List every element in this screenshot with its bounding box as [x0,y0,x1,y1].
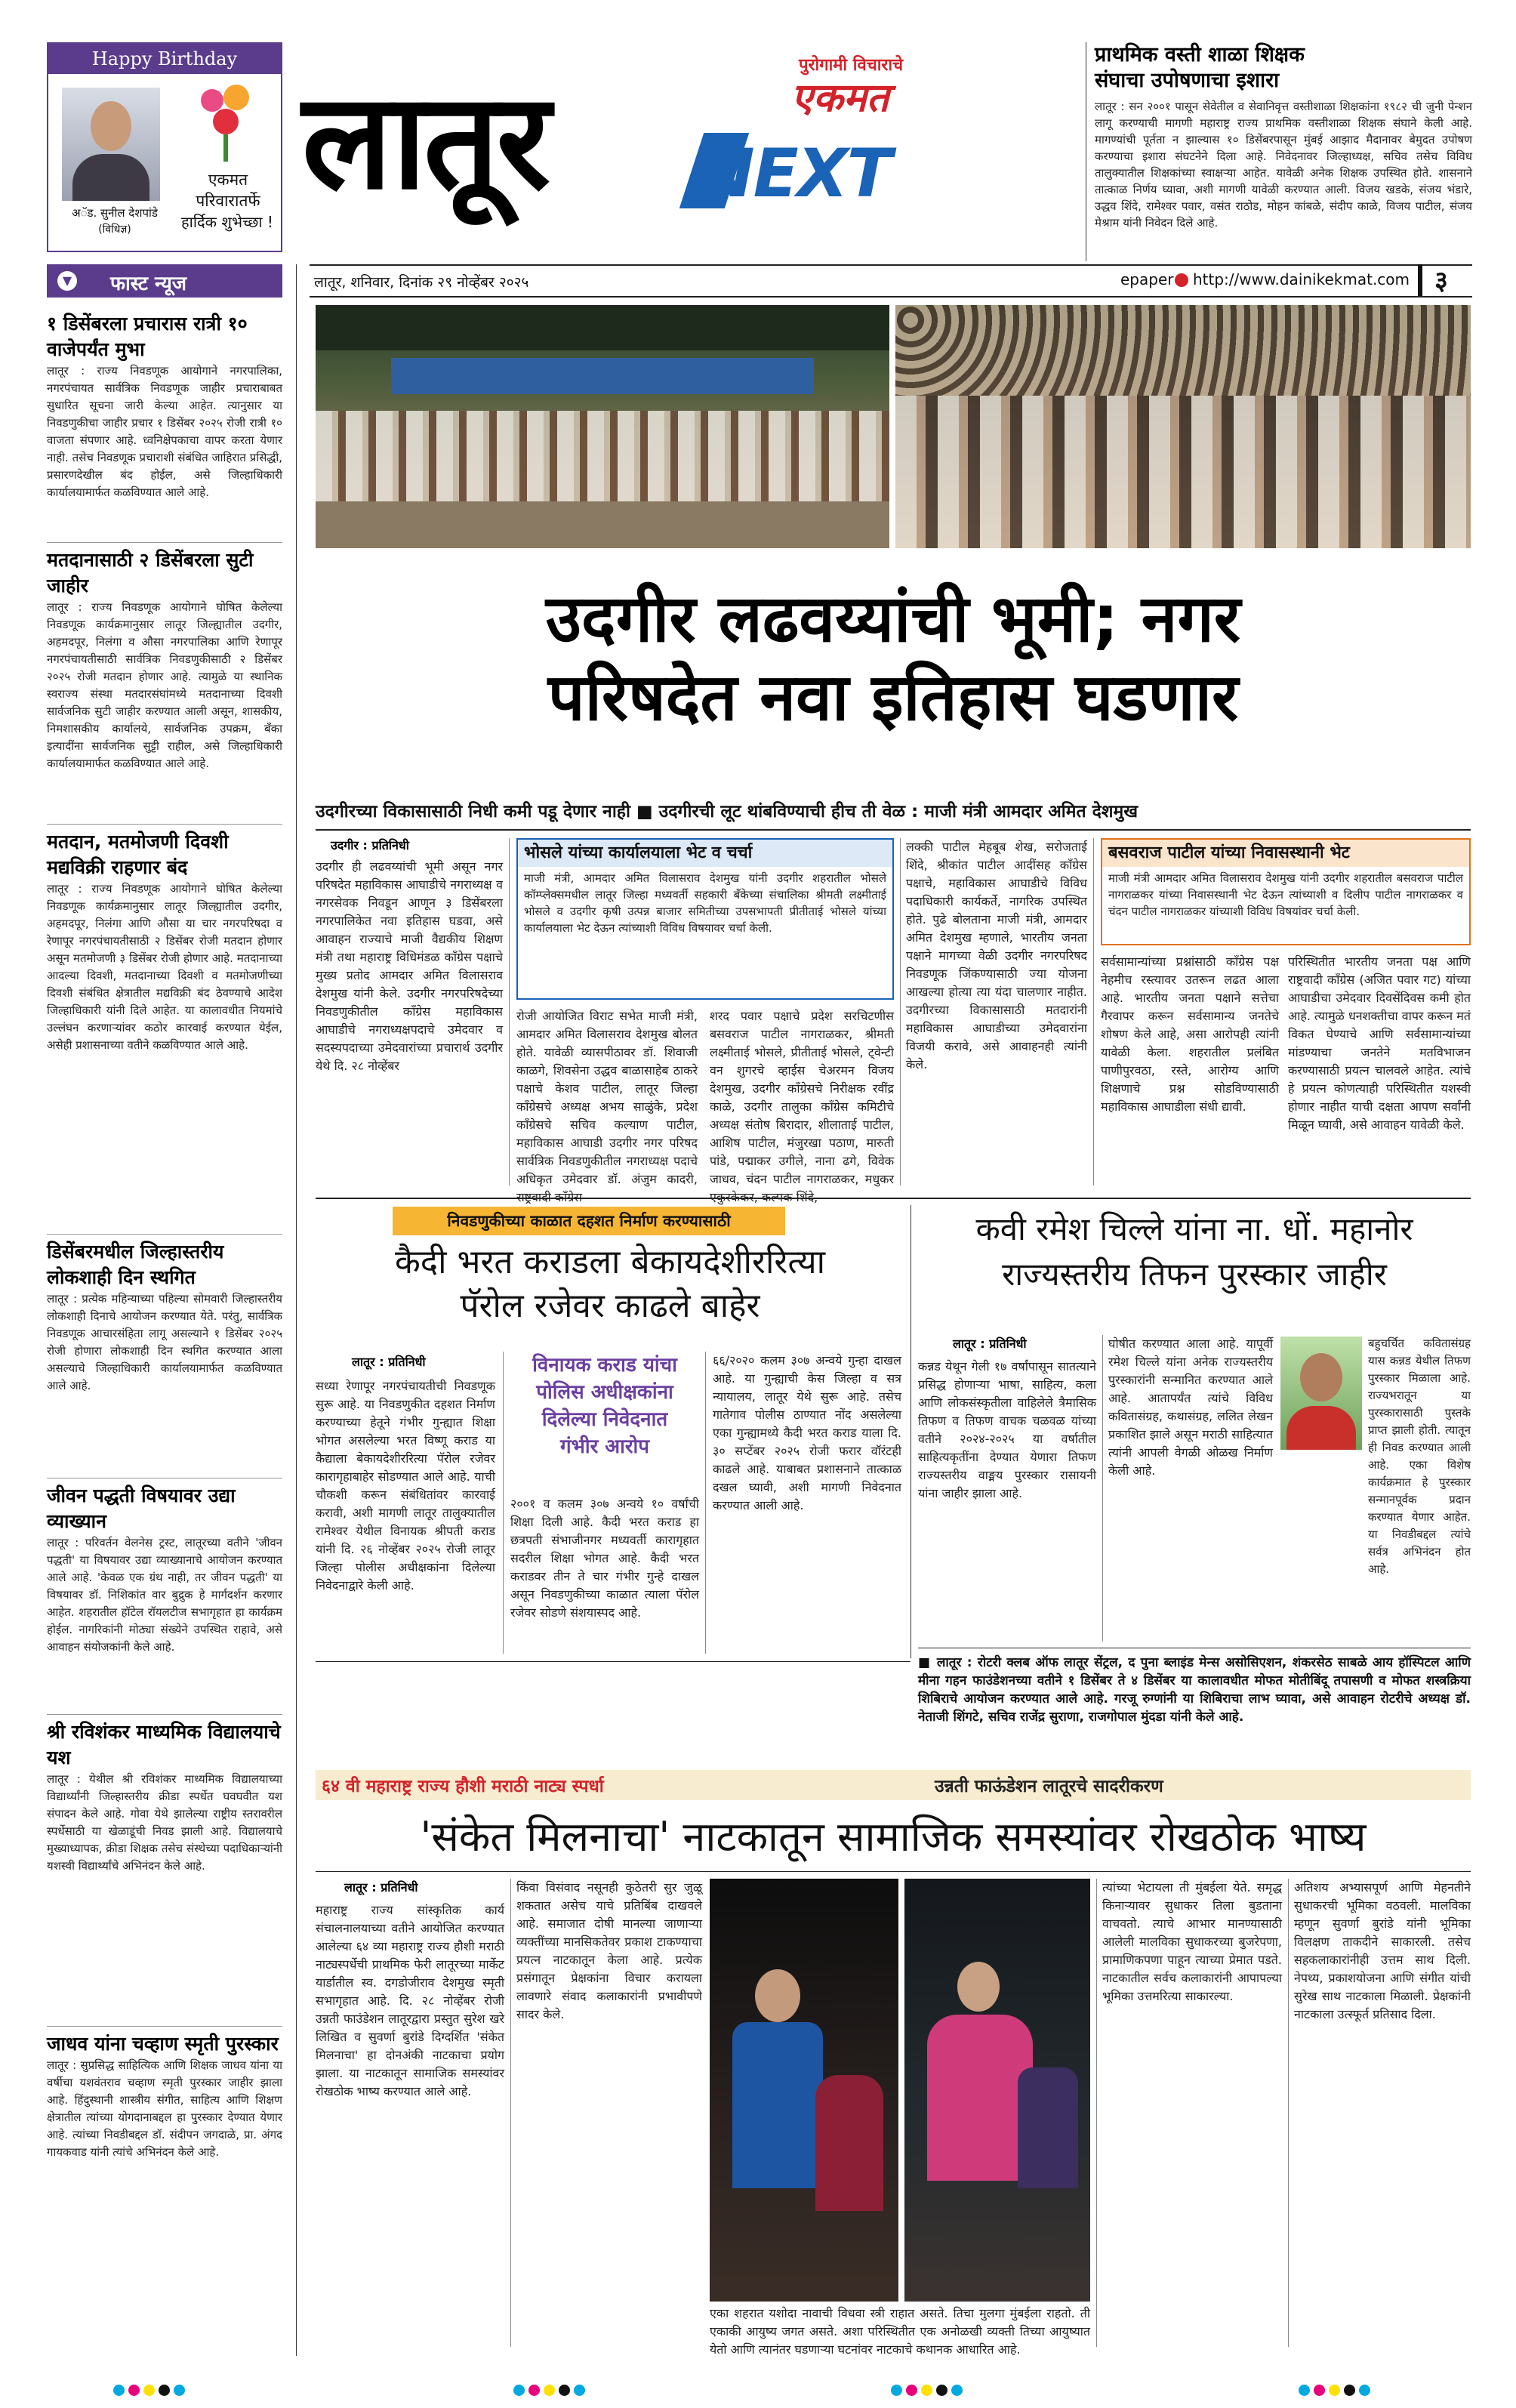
karad-col-1: सध्या रेणापूर नगरपंचायतीची निवडणूक सुरू आहे. या निवडणुकीत दहशत निर्माण करण्याच्या हेतूने गंभीर गुन्ह्यात शिक्षा भोगत असलेल्या भरत विष्णू कराड या कैद्याला बेकायदेशीररित्या पॅरोल रजेवर कारागृहाबाहेर सोडण्यात आले आहे. याची चौकशी करून संबंधितांवर कारवाई करावी, अशी मागणी लातूर तालुक्यातील रामेश्वर येथील विनायक श्रीपती कराड यांनी दि. २६ नोव्हेंबर २०२५ रोजी लातूर जिल्हा पोलीस अधीक्षकांना दिलेल्या निवेदनाद्वारे केली आहे. [316,1379,495,1592]
box-bhosale [516,838,894,1000]
fast-news-title-7: जाधव यांना चव्हाण स्मृती पुरस्कार [47,2033,279,2055]
fast-news-title-4: डिसेंबरमधील जिल्हास्तरीय लोकशाही दिन स्थगित [47,1241,224,1288]
masthead-tagline-brand: एकमत [791,76,889,121]
birthday-banner: Happy Birthday [48,44,281,74]
lead-photo-crowd [895,305,1471,548]
fast-news-body-6: लातूर : येथील श्री रविशंकर माध्यमिक विद्यालयाच्या विद्यार्थ्यांनी जिल्हास्तरीय क्रीडा स्पर्धेत घवघवीत यश संपादन केले आहे. गोवा येथे झालेल्या राष्ट्रीय स्तरावरील स्पर्धेसाठी या खेळाडूंची निवड झाली आहे. विद्यालयाचे मुख्याध्यापक, क्रीडा शिक्षक तसेच संस्थेच्या पदाधिकाऱ्यांनी यशस्वी विद्यार्थ्यांचे अभिनंदन केले आहे. [47,1772,282,1873]
birthday-wish-1: एकमत [208,171,248,189]
globe-icon [1175,273,1188,287]
natya-col-4: त्यांच्या भेटायला ती मुंबईला येते. समृद्ध किनाऱ्यावर सुधाकर तिला बुडताना वाचवतो. त्याचे आभार मानण्यासाठी आलेली मालविका सुधाकरच्या बुजरेपणा, प्रामाणिकपणा पाहून त्याच्या प्रेमात पडते. नाटकातील सर्वच कलाकारांनी आपापल्या भूमिका उत्तमरित्या साकारल्या. [1102,1880,1282,2003]
ramesh-chille-photo [1280,1337,1362,1450]
lead-col-5: सर्वसामान्यांच्या प्रश्नांसाठी काँग्रेस पक्ष नेहमीच रस्त्यावर उतरून लढत आला आहे. भारतीय जनता पक्षाने सत्तेचा गैरवापर करून सर्वसामान्य जनतेचे शोषण केले आहे, असा आरोपही त्यांनी यावेळी केला. शहरातील प्रलंबित पाणीपुरवठा, रस्ते, आरोग्य आणि शिक्षणाचे प्रश्न सोडविण्यासाठी महाविकास आघाडीला संधी द्यावी. [1101,954,1279,1114]
karad-box-title-4: गंभीर आरोप [559,1435,650,1458]
birthday-person-name: अॅड. सुनील देशपांडे [72,206,158,220]
karad-box-title-3: दिलेल्या निवेदनात [541,1408,668,1431]
karad-credit: लातूर : प्रतिनिधी [352,1355,426,1369]
lead-bottom-rule [316,1198,1471,1199]
list-item [47,829,282,1229]
natya-banner-sub: उन्नती फाऊंडेशन लातूरचे सादरीकरण [935,1777,1163,1796]
fast-news-divider [47,542,282,543]
birthday-person-sub: (विधिज्ञ) [98,224,131,236]
natya-headline: 'संकेत मिलनाचा' नाटकातून सामाजिक समस्यांवर रोखठोक भाष्य [420,1813,1367,1861]
list-item [47,547,282,819]
fast-news-body-7: लातूर : सुप्रसिद्ध साहित्यिक आणि शिक्षक जाधव यांना या वर्षीचा यशवंतराव चव्हाण स्मृती पुरस्कार जाहीर झाला आहे. हिंदुस्थानी शास्त्रीय संगीत, साहित्य आणि शिक्षण क्षेत्रातील त्यांच्या योगदानाबद्दल हा पुरस्कार देण्यात येणार आहे. त्यांच्या निवडीबद्दल डॉ. संदीपन जगदाळे, प्रा. अंगद गायकवाड यांनी त्यांचे अभिनंदन केले आहे. [47,2058,282,2159]
lead-credit: उदगीर : प्रतिनिधी [331,838,409,853]
column-divider [503,1352,504,1654]
natya-banner [316,1770,1471,1800]
karad-headline-2: पॅरोल रजेवर काढले बाहेर [460,1287,760,1325]
natya-credit: लातूर : प्रतिनिधी [344,1880,418,1895]
karad-headline-1: कैदी भरत कराडला बेकायदेशीररित्या [394,1243,826,1281]
lead-subhead-rule [316,829,1471,831]
column-divider [705,1352,706,1654]
karad-bottom-rule [316,1661,911,1662]
dateline-text: लातूर, शनिवार, दिनांक २९ नोव्हेंबर २०२५ [314,274,529,291]
top-right-body: लातूर : सन २००१ पासून सेवेतील व सेवानिवृत्त वस्तीशाळा शिक्षकांना १९८२ ची जुनी पेन्शन लागू करण्याची मागणी महाराष्ट्र राज्य प्राथमिक वस्तीशाळा शिक्षक संघाने केली आहे. मागण्यांची पूर्तता न झाल्यास १० डिसेंबरपासून मुंबई आझाद मैदानावर बेमुदत उपोषण करण्याचा इशारा संघटनेने दिला आहे. निवेदनावर जिल्हाध्यक्ष, सचिव तसेच विविध तालुक्यातील शिक्षकांच्या स्वाक्षऱ्या आहेत. यावेळी अनेक शिक्षक उपस्थित होते. शासनाने तात्काळ निर्णय घ्यावा, अशी मागणी यावेळी करण्यात आली. विजय खडके, संजय भंडारे, उद्धव शिंदे, रामेश्वर पवार, वसंत राठोड, मोहन कांबळे, संदीप काळे, विजय पाटील, संजय मेश्राम यांनी निवेदन दिले आहे. [1095,100,1472,230]
fast-news-title-1: १ डिसेंबरला प्रचारास रात्री १० वाजेपर्यंत मुभा [47,313,248,360]
lead-col-6: परिस्थितीत भारतीय जनता पक्ष आणि राष्ट्रवादी काँग्रेस (अजित पवार गट) यांच्या आघाडीचा उमेदवार दिवसेंदिवस कमी होत आहे. त्यामुळे धनशक्तीचा वापर करून मतं विकत घेण्याचे आणि सर्वसामान्यांच्या मांडण्याचा जनतेने मतविभाजन करण्यासाठी प्रयत्न चालवले आहेत. त्यांचे हे प्रयत्न कोणत्याही परिस्थितीत यशस्वी होणार नाहीत याची दक्षता आपण सर्वांनी मिळून घ्यावी, असे आवाहन यावेळी केले. [1288,954,1471,1132]
birthday-box [47,42,282,252]
masthead-tagline-top: पुरोगामी विचाराचे [799,56,904,75]
column-divider [1102,1335,1103,1642]
birthday-wish-2: परिवारातर्फे [196,192,260,210]
fast-news-body-1: लातूर : राज्य निवडणूक आयोगाने नगरपालिका, नगरपंचायत सार्वत्रिक निवडणूक जाहीर प्रचाराबाबत सुधारित सूचना जारी केल्या आहेत. त्यानुसार या निवडणुकीचा जाहीर प्रचार १ डिसेंबर २०२५ रोजी रात्री १० वाजता संपणार आहे. ध्वनिक्षेपकाचा वापर करता येणार नाही. तसेच निवडणूक प्रचाराशी संबंधित जाहिरात प्रसिद्धी, प्रसारणदेखील बंद होईल, असे जिल्हाधिकारी कार्यालयामार्फत कळविण्यात आले आहे. [47,364,282,499]
masthead-title-next [692,133,897,217]
fast-news-divider [47,1234,282,1235]
karad-box-title-2: पोलिस अधीक्षकांना [536,1381,673,1404]
epaper-label: epaper [1120,270,1174,288]
list-item [47,2031,282,2348]
karad-col-3: ६६/२०२० कलम ३०७ अन्वये गुन्हा दाखल आहे. या गुन्ह्याची केस जिल्हा व सत्र न्यायालय, लातूर येथे सुरू आहे. तसेच गातेगाव पोलीस ठाण्यात नोंद असलेल्या एका गुन्ह्यामध्ये कैदी भरत कराड याला दि. ३० सप्टेंबर २०२५ रोजी फरार वॉरंटही काढले आहे. याबाबत प्रशासनाने तात्काळ दखल घ्यावी, अशी मागणी निवेदनात करण्यात आली आहे. [713,1353,901,1512]
rotary-story: ■ लातूर : रोटरी क्लब ऑफ लातूर सेंट्रल, द पुना ब्लाइंड मेन्स असोसिएशन, शंकरसेठ साबळे आय हॉस्पिटल आणि मीना गहन फाउंडेशनच्या वतीने १ डिसेंबर ते ४ डिसेंबर या कालावधीत मोफत मोतीबिंदू तपासणी व मोफत शस्त्रक्रिया शिबिराचे आयोजन करण्यात आले आहे. गरजू रुग्णांनी या शिबिराचा लाभ घ्यावा, असे आवाहन रोटरीचे अध्यक्ष डॉ. नेताजी शिंगटे, सचिव राजेंद्र सुराणा, राजगोपाल मुंदडा यांनी केले आहे. [918,1655,1471,1725]
registration-marks-right [1299,2385,1374,2399]
lead-photo-stage [316,305,889,548]
karad-col-2: २००१ व कलम ३०७ अन्वये १० वर्षांची शिक्षा दिली आहे. कैदी भरत कराड हा छत्रपती संभाजीनगर मध्यवर्ती कारागृहात सदरील शिक्षा भोगत आहे. कैदी भरत कराडवर तीन ते चार गंभीर गुन्हे दाखल असून निवडणुकीच्या काळात त्याला पॅरोल रजेवर सोडणे संशयास्पद आहे. [510,1497,699,1620]
registration-marks-center-left [513,2385,589,2399]
lead-col-2: रोजी आयोजित विराट सभेत माजी मंत्री, आमदार अमित विलासराव देशमुख बोलत होते. यावेळी व्यासपीठावर डॉ. शिवाजी काळगे, शिवसेना उद्धव बाळासाहेब ठाकरे पक्षाचे केशव पाटील, लातूर जिल्हा काँग्रेसचे अध्यक्ष अभय साळुंके, प्रदेश काँग्रेसचे सचिव कल्याण पाटील, महाविकास आघाडी उदगीर नगर परिषद सार्वत्रिक निवडणुकीतील नगराध्यक्ष पदाचे अधिकृत उमेदवार डॉ. अंजुम कादरी, [516,1009,698,1186]
lead-headline-1: उदगीर लढवय्यांची भूमी; नगर [545,581,1241,657]
box-bhosale-body: माजी मंत्री, आमदार अमित विलासराव देशमुख यांनी उदगीर शहरातील भोसले कॉम्प्लेक्समधील लातूर जिल्हा मध्यवर्ती सहकारी बँकेच्या संचालिका श्रीमती लक्ष्मीताई भोसले व उदगीर कृषी उत्पन्न बाजार समितीच्या उपसभापती प्रीतीताई भोसले यांच्या कार्यालयाला भेट देऊन त्यांच्याशी विविध विषयावर चर्चा केली. [524,871,886,935]
top-right-story [1095,42,1472,261]
column-divider [900,838,901,1186]
list-item [47,1239,282,1473]
dateline-bottom-rule [310,296,1472,298]
column-divider [510,1879,511,2347]
birthday-photo [62,88,160,201]
birthday-wish-3: हार्दिक शुभेच्छा ! [181,213,273,231]
top-right-title-2: संघाचा उपोषणाचा इशारा [1095,69,1280,92]
list-item [47,1483,282,1710]
sidebar-rule [296,264,297,2356]
list-item [47,1719,282,2021]
natya-col-2: किंवा विसंवाद नसूनही कुठेतरी सुर जुळू शकतात असेच याचे प्रतिबिंब दाखवले आहे. समाजात दोषी मानल्या जाणाऱ्या व्यक्तींच्या मानसिकतेवर प्रकाश टाकण्याचा प्रयत्न नाटकातून केला आहे. प्रत्येक प्रसंगातून प्रेक्षकांना विचार करायला लावणारे संवाद कलाकारांनी प्रभावीपणे सादर केले. [516,1880,702,2021]
karad-box-title-1: विनायक कराड यांचा [532,1354,677,1377]
mahanor-headline-2: राज्यस्तरीय तिफन पुरस्कार जाहीर [1002,1256,1387,1293]
list-item [47,311,282,538]
fast-news-list [47,311,282,2350]
lead-headline-2: परिषदेत नवा इतिहास घडणार [547,660,1239,735]
lead-col-1: उदगीर ही लढवय्यांची भूमी असून नगर परिषदेत महाविकास आघाडीचे नगराध्यक्ष व नगरसेवक निवडून आणून ३ डिसेंबरला नगरपालिकेत नवा इतिहास घडवा, असे आवाहन राज्याचे माजी वैद्यकीय शिक्षण मंत्री तथा महाराष्ट्र विधिमंडळ काँग्रेस पक्षाचे मुख्य प्रतोद आमदार अमित विलासराव देशमुख यांनी केले. उदगीर नगरपरिषदेच्या निवडणुकीतील काँग्रेस महाविकास आघाडीचे नगराध्यक्षपदाचे उमेदवार व सदस्यपदाच्या उमेदवारांच्या प्रचारार्थ उदगीर येथे दि. २८ नोव्हेंबर [316,859,503,1073]
fast-news-title-6: श्री रविशंकर माध्यमिक विद्यालयाचे यश [47,1721,281,1768]
mahanor-credit: लातूर : प्रतिनिधी [953,1337,1027,1351]
natya-headline-rule [316,1871,1471,1872]
fast-news-title: फास्ट न्यूज [110,273,187,295]
column-divider [1288,1879,1289,2347]
column-divider [509,838,510,1186]
next-wordmark: NEXT [699,134,891,212]
mahanor-col-4 [1280,1456,1471,1642]
fast-news-title-3: मतदान, मतमोजणी दिवशी मद्यविक्री राहणार बंद [47,831,229,878]
lead-col-3: शरद पवार पक्षाचे प्रदेश सरचिटणीस बसवराज पाटील नागराळकर, श्रीमती लक्ष्मीताई भोसले, प्रीतीताई भोसले, ट्वेन्टी वन शुगरचे व्हाईस चेअरमन विजय देशमुख, उदगीर काँग्रेसचे निरीक्षक रवींद्र काळे, उदगीर तालुका काँग्रेस कमिटीचे अध्यक्ष संतोष बिरादार, शीलाताई पाटील, आशिष पाटील, मंजुरखा पठाण, मारुती पांडे, पद्माकर उगीले, नाना ढगे, विवेक जाधव, चंदन पाटील नागराळकर, मधुकर [710,1009,894,1186]
box-basavraj-body: माजी मंत्री आमदार अमित विलासराव देशमुख यांनी उदगीर शहरातील बसवराज पाटील नागराळकर यांच्या निवासस्थानी भेट देऊन त्यांच्याशी व दिलीप पाटील नागराळकर व चंदन पाटील नागराळकर यांच्याशी विविध विषयांवर चर्चा केली. [1108,871,1463,918]
column-divider [1096,1879,1097,2347]
fast-news-title-2: मतदानासाठी २ डिसेंबरला सुटी जाहीर [47,549,254,597]
natya-photo-2 [904,1879,1090,2302]
fast-news-title-5: जीवन पद्धती विषयावर उद्या व्याख्यान [47,1485,236,1532]
box-basavraj-title: बसवराज पाटील यांच्या निवासस्थानी भेट [1102,840,1469,867]
masthead-title-latur: लातूर [302,64,548,219]
karad-kicker: निवडणुकीच्या काळात दहशत निर्माण करण्यासाठी [393,1207,785,1235]
box-basavraj [1101,838,1471,945]
box-bhosale-title: भोसले यांच्या कार्यालयाला भेट व चर्चा [518,840,892,867]
top-right-title-1: प्राथमिक वस्ती शाळा शिक्षक [1095,43,1305,66]
lead-col-4: लक्की पाटील मेहबूब शेख, सरोजताई शिंदे, श्रीकांत पाटील आदींसह काँग्रेस पक्षाचे, महाविकास आघाडीचे विविध पदाधिकारी कार्यकर्ते, नागरिक उपस्थित होते. पुढे बोलताना माजी मंत्री, आमदार अमित देशमुख म्हणाले, भारतीय जनता पक्षाने मागच्या वेळी उदगीर नगरपरिषद निवडणूक जिंकण्यासाठी ज्या योजना आखल्या होत्या त्या यंदा चालणार नाहीत. उदगीरच्या विकासासाठी मतदारांनी महाविकास आघाडीच्या उमेदवारांना विजयी करावे, असे आवाहनही त्यांनी केले. [906,840,1087,1071]
column-divider [1093,838,1094,1186]
fast-news-body-2: लातूर : राज्य निवडणूक आयोगाने घोषित केलेल्या निवडणूक कार्यक्रमानुसार लातूर जिल्ह्यातील उदगीर, अहमदपूर, निलंगा व औसा नगरपालिका आणि रेणापूर नगरपंचायतीसाठी सार्वत्रिक निवडणुकीसाठी २ डिसेंबर २०२५ रोजी मतदान होणार आहे. त्यामुळे या स्थानिक स्वराज्य संस्था मतदारसंघांमध्ये मतदानाच्या दिवशी सार्वजनिक सुटी जाहीर करण्यात आली असून, शासकीय, निमशासकीय कार्यालये, सार्वजनिक उपक्रम, बँका इत्यादींना सार्वजनिक सुट्टी राहील, असे जिल्हाधिकारी कार्यालयामार्फत कळविण्यात आले आहे. [47,600,282,770]
dateline-top-rule [310,264,1472,266]
fast-news-body-4: लातूर : प्रत्येक महिन्याच्या पहिल्या सोमवारी जिल्हास्तरीय लोकशाही दिनाचे आयोजन करण्यात येते. परंतु, सार्वत्रिक निवडणूक आचारसंहिता लागू असल्याने १ डिसेंबर २०२५ रोजी होणारा लोकशाही दिन स्थगित करण्यात आला असल्याचे जिल्हाधिकारी कार्यालयामार्फत कळविण्यात आले आहे. [47,1292,282,1392]
lead-subhead: उदगीरच्या विकासासाठी निधी कमी पडू देणार नाही ■ उदगीरची लूट थांबविण्याची हीच ती वेळ : माजी मंत्री आमदार अमित देशमुख [316,802,1139,822]
fast-news-divider [47,1714,282,1715]
fast-news-body-3: लातूर : राज्य निवडणूक आयोगाने घोषित केलेल्या निवडणूक कार्यक्रमानुसार लातूर जिल्ह्यातील उदगीर, अहमदपूर, निलंगा आणि औसा या चार नगरपरिषदा व रेणापूर नगरपंचायतीसाठी २ डिसेंबर रोजी मतदान होणार असून मतमोजणी ३ डिसेंबर रोजी होणार आहे. मतदानाच्या आदल्या दिवशी, मतदानाच्या दिवशी व मतमोजणीच्या दिवशी संबंधित क्षेत्रातील मद्यविक्री बंद ठेवण्याचे आदेश जिल्हाधिकारी यांनी दिले आहेत. या कालावधीत नियमांचे उल्लंघन करणाऱ्यांवर कठोर कारवाई करण्यात येईल, असेही प्रशासनाच्या वतीने कळविण्यात आले आहे. [47,882,282,1052]
website-url: http://www.dainikekmat.com [1193,270,1410,288]
chevron-down-icon: ▼ [57,271,77,291]
mahanor-col-1: कन्नड येथून गेली १७ वर्षांपासून सातत्याने प्रसिद्ध होणाऱ्या भाषा, साहित्य, कला आणि लोकसंस्कृतीला वाहिलेले त्रैमासिक तिफण व तिफण वाचक चळवळ यांच्या वतीने २०२४-२०२५ या वर्षातील साहित्यकृतींना देण्यात येणारा तिफण राज्यस्तरीय वाङ्मय पुरस्कार रासायनी यांना जाहीर झाला आहे. [918,1359,1096,1500]
natya-col-1: महाराष्ट्र राज्य सांस्कृतिक कार्य संचालनालयाच्या वतीने आयोजित करण्यात आलेल्या ६४ व्या महाराष्ट्र राज्य हौशी मराठी नाट्यस्पर्धेची प्राथमिक फेरी लातूरच्या मार्केट यार्डातील स्व. दगडोजीराव देशमुख स्मृती सभागृहात आहे. दि. २८ नोव्हेंबर रोजी उन्नती फाउंडेशन लातूरद्वारा प्रस्तुत सुरेश खरे लिखित व सुवर्णा बुरांडे दिग्दर्शित 'संकेत मिलनाचा' हा दोनअंकी नाटकाचा प्रयोग झाला. या नाटकातून सामाजिक समस्यांवर रोखठोक भाष्य करण्यात आले आहे. [316,1903,504,2098]
natya-photo-1 [710,1879,898,2302]
fast-news-body-5: लातूर : परिवर्तन वेलनेस ट्रस्ट, लातूरच्या वतीने 'जीवन पद्धती' या विषयावर उद्या व्याख्यानाचे आयोजन करण्यात आले आहे. 'केवळ एक ग्रंथ नाही, तर जीवन पद्धती' या विषयावर डॉ. निशिकांत वार बुद्रुक हे मार्गदर्शन करणार आहेत. शहरातील हॉटेल रॉयलटीज सभागृहात हा कार्यक्रम होईल. नागरिकांनी मोठ्या संख्येने उपस्थित राहावे, असे आवाहन संयोजकांनी केले आहे. [47,1536,282,1654]
registration-marks-left [113,2385,189,2399]
fast-news-header [47,264,282,298]
mahanor-headline-1: कवी रमेश चिल्ले यांना ना. धों. महानोर [975,1210,1413,1247]
natya-col-3: एका शहरात यशोदा नावाची विधवा स्त्री राहात असते. तिचा मुलगा मुंबईला राहतो. ती एकाकी आयुष्य जगत असते. अशा परिस्थितीत एक अनोळखी व्यक्ती तिच्या आयुष्यात येतो आणि त्यानंतर घडणाऱ्या घटनांवर नाटकाचे कथानक आधारित आहे. [710,2306,1090,2357]
natya-banner-title: ६४ वी महाराष्ट्र राज्य हौशी मराठी नाट्य स्पर्धा [322,1777,604,1796]
page-number: ३ [1418,264,1460,298]
fast-news-divider [47,824,282,825]
flower-bouquet [184,82,267,165]
karad-quote-box [510,1352,699,1489]
natya-col-5: अतिशय अभ्यासपूर्ण आणि मेहनतीने सुधाकरची भूमिका वठवली. मालविका म्हणून सुवर्णा बुरांडे यांनी भूमिका विलक्षण ताकदीने साकारली. तसेच सहकलाकारांनीही उत्तम साथ दिली. नेपथ्य, प्रकाशयोजना आणि संगीत यांची सुरेख साथ नाटकाला मिळाली. प्रेक्षकांनी नाटकाला उत्स्फूर्त प्रतिसाद दिला. [1294,1880,1471,2021]
mahanor-col-3: बहुचर्चित कवितासंग्रह यास कन्नड येथील तिफण पुरस्कार मिळाला आहे. राज्यभरातून या पुरस्कारासाठी पुस्तके प्राप्त झाली होती. त्यातून ही निवड करण्यात आली आहे. एका विशेष कार्यक्रमात हे पुरस्कार सन्मानपूर्वक प्रदान करण्यात येणार आहेत. या निवडीबद्दल त्यांचे सर्वत्र अभिनंदन होत आहे. [1368,1337,1471,1576]
registration-marks-center-right [891,2385,966,2399]
mahanor-col-2: घोषीत करण्यात आला आहे. यापूर्वी रमेश चिल्ले यांना अनेक राज्यस्तरीय पुरस्कारांनी सन्मानित करण्यात आले आहे. आतापर्यंत त्यांचे विविध कवितासंग्रह, कथासंग्रह, ललित लेखन प्रकाशित झाले असून मराठी साहित्यात त्यांनी आपली वेगळी ओळख निर्माण केली आहे. [1108,1337,1273,1478]
fast-news-divider [47,2026,282,2027]
